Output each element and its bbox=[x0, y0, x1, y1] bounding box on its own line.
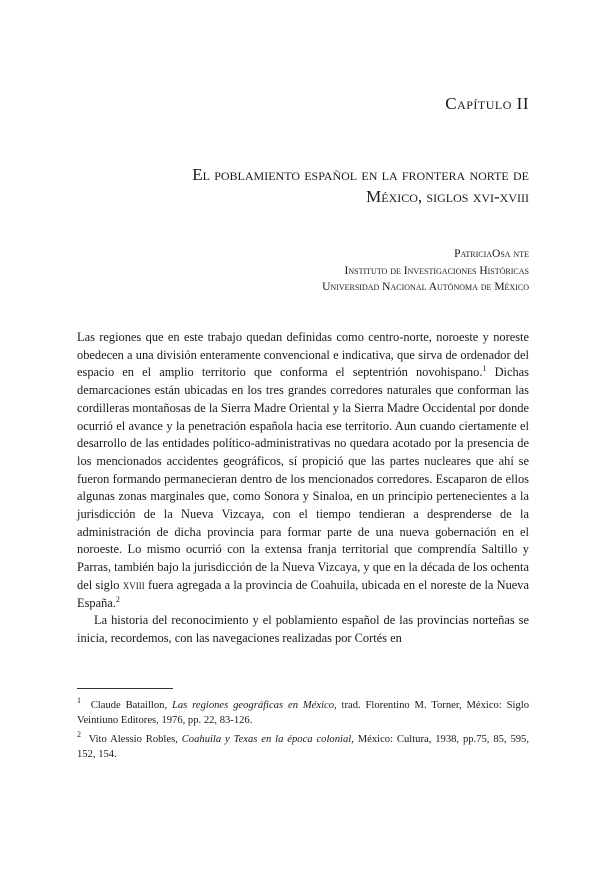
author-block bbox=[60, 246, 529, 296]
body-text bbox=[77, 329, 529, 648]
footnote-2-work-title: Coahuila y Texas en la época colonial bbox=[181, 734, 352, 745]
author-university: Universidad Nacional Autónoma de México bbox=[322, 281, 529, 293]
chapter-title bbox=[60, 164, 529, 208]
author-name: PatriciaOsa nte bbox=[454, 248, 529, 260]
chapter-title-line-2: México, siglos xvi-xviii bbox=[366, 187, 529, 206]
paragraph-1-part-b: Dichas demarcaciones están ubicadas en los tres grandes corredores naturales que conforman las cordilleras montañosas de la Sierra Madre Oriental y la Sierra Madre Occidental por donde ocurrió el avance y la penetración española hacia ese territorio. Aun cuando ciertamente el desarrollo de las entidades político-administrativas no quedara acotado por la presencia de los mencionados accidentes geográficos, sí propició que las partes nucleares que ahí se fueron formando permanecieran dentro de los mencionados corredores. Escaparon de ellos algunas zonas marginales que, como Sonora y Sinaloa, en un principio pertenecientes a la jurisdicción de la Nueva Vizcaya, con el tiempo tendieran a desprenderse de la administración de dicha provincia para formar parte de una nueva gobernación en el noroeste. Lo mismo ocurrió con la extensa franja territorial que comprendía Saltillo y Parras, también bajo la jurisdicción de la Nueva Vizcaya, y que en la década de los ochenta del siglo bbox=[77, 365, 529, 592]
footnote-ref-1: 1 bbox=[482, 364, 487, 374]
footnote-rule bbox=[77, 688, 173, 689]
footnote-ref-2: 2 bbox=[115, 594, 120, 604]
footnote-1-text-a: Claude Bataillon, bbox=[90, 700, 172, 711]
footnote-2-number: 2 bbox=[77, 730, 81, 739]
footnote-2-text-b: , México: Cultura, 1938, pp.75, 85, 595, 152, 154. bbox=[77, 734, 530, 760]
century-smallcaps: xviii bbox=[122, 577, 145, 592]
footnote-1-number: 1 bbox=[77, 696, 81, 705]
footnote-2 bbox=[77, 732, 529, 762]
paragraph-1-part-d: fuera agregada a la provincia de Coahuila, ubicada en el noreste de la Nueva España. bbox=[77, 577, 529, 610]
chapter-title-line-1: El poblamiento español en la frontera norte de bbox=[192, 165, 529, 184]
footnote-1-work-title: Las regiones geográficas en México bbox=[171, 700, 335, 711]
author-institute: Instituto de Investigaciones Históricas bbox=[344, 264, 529, 277]
footnote-2-text-a: Vito Alessio Robles, bbox=[88, 734, 182, 745]
paragraph-1-part-a: Las regiones que en este trabajo quedan definidas como centro-norte, noroeste y noreste obedecen a una división enteramente convencional e indicativa, que sirva de ordenador del espacio en el amplio territorio que conforma el septentrión novohispano. bbox=[77, 330, 529, 380]
paragraph-2: La historia del reconocimiento y el poblamiento español de las provincias norteñas se inicia, recordemos, con las navegaciones realizadas por Cortés en bbox=[77, 613, 529, 645]
footnote-1-text-b: , trad. Florentino M. Torner, México: Siglo Veintiuno Editores, 1976, pp. 22, 83-126. bbox=[77, 700, 529, 726]
footnotes bbox=[77, 698, 529, 766]
chapter-heading: Capítulo II bbox=[445, 94, 529, 113]
footnote-1 bbox=[77, 698, 529, 728]
paragraph-1 bbox=[77, 329, 529, 612]
